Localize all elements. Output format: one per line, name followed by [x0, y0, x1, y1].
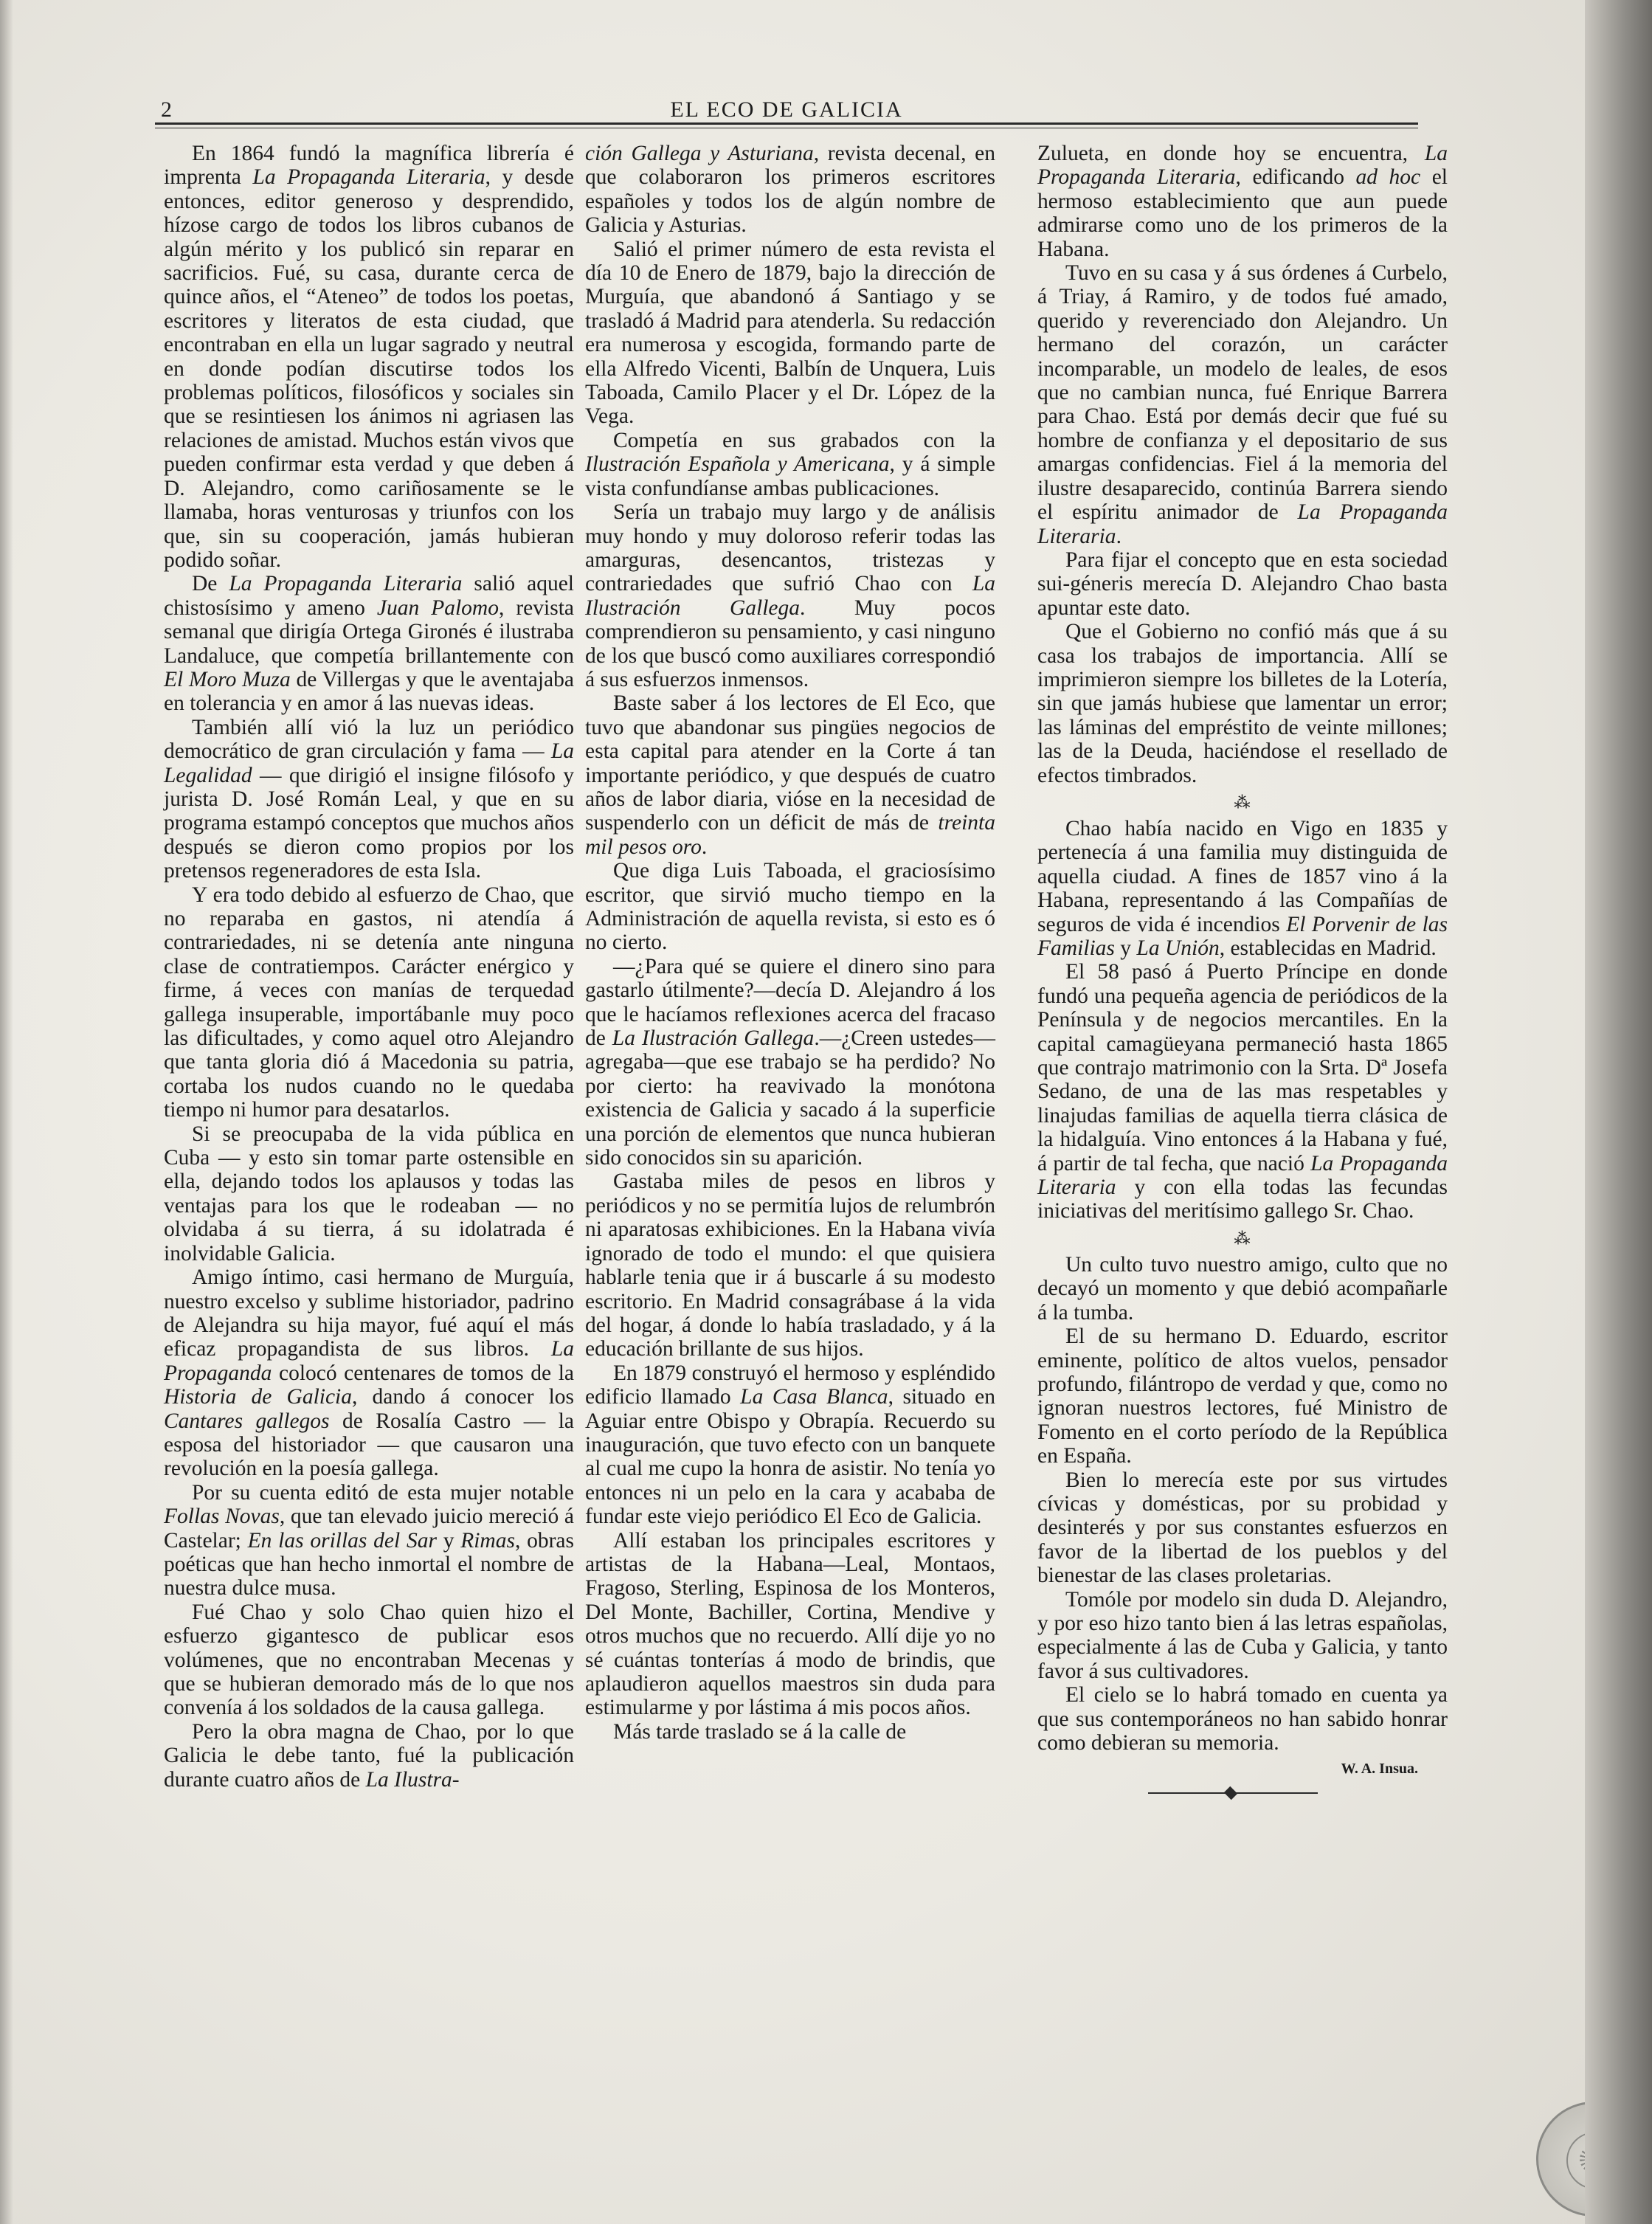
author-signature: W. A. Insua. [1341, 1761, 1418, 1778]
paragraph: Competía en sus grabados con la Ilustración Española y Americana, y á simple vista confundíanse ambas publicaciones. [585, 428, 995, 500]
paragraph: Baste saber á los lectores de El Eco, que tuvo que abandonar sus pingües negocios de esta capital para atender en la Corte á tan importante periódico, y que después de cuatro años de labor diaria, vióse en la necesidad de suspenderlo con un déficit de más de treinta mil pesos oro. [585, 691, 995, 859]
paragraph: Un culto tuvo nuestro amigo, culto que no decayó un momento y que debió acompañarle á la tumba. [1037, 1252, 1448, 1325]
page-shadow [0, 0, 13, 2224]
paragraph: Para fijar el concepto que en esta sociedad sui-géneris merecía D. Alejandro Chao basta apuntar este dato. [1037, 548, 1448, 620]
page-header [155, 94, 1418, 124]
journal-title: EL ECO DE GALICIA [670, 97, 903, 122]
paragraph: El cielo se lo habrá tomado en cuenta ya que sus contemporáneos no han sabido honrar como debieran su memoria. [1037, 1683, 1448, 1755]
paragraph: Chao había nacido en Vigo en 1835 y pertenecía á una familia muy distinguida de aquella ciudad. A fines de 1857 vino á la Habana, representando á las Compañías de seguros de vida é incendios El Porvenir de las Familias y La Unión, establecidas en Madrid. [1037, 816, 1448, 960]
text-column-1 [164, 142, 574, 1792]
page-edge [1585, 0, 1652, 2224]
column-3-section-1 [1037, 142, 1448, 787]
paragraph: Y era todo debido al esfuerzo de Chao, que no reparaba en gastos, ni atendía á contrariedades, ni se detenía ante ninguna clase de contratiempos. Carácter enérgico y firme, á veces con manías de terquedad gallega insuperable, importábanle muy poco las dificultades, y como aquel otro Alejandro que tanta gloria dió á Macedonia su patria, cortaba los nudos cuando no le quedaba tiempo ni humor para desatarlos. [164, 883, 574, 1122]
header-rule-thick [155, 122, 1418, 125]
paragraph: Allí estaban los principales escritores y artistas de la Habana—Leal, Montaos, Fragoso, Sterling, Espinosa de los Monteros, Del Monte, Bachiller, Cortina, Mendive y otros muchos que no recuerdo. Allí dije yo no sé cuántas tonterías á modo de brindis, que aplaudieron aquellos maestros sin duda para estimularme y por lástima á mis pocos años. [585, 1528, 995, 1720]
paragraph: Por su cuenta editó de esta mujer notable Follas Novas, que tan elevado juicio mereció á Castelar; En las orillas del Sar y Rimas, obras poéticas que han hecho inmortal el nombre de nuestra dulce musa. [164, 1480, 575, 1600]
paragraph: Tomóle por modelo sin duda D. Alejandro, y por eso hizo tanto bien á las letras españolas, especialmente á las de Cuba y Galicia, y tanto favor á sus cultivadores. [1037, 1587, 1448, 1683]
paragraph: También allí vió la luz un periódico democrático de gran circulación y fama — La Legalidad — que dirigió el insigne filósofo y jurista D. José Román Leal, y que en su programa estampó conceptos que muchos años después se dieron como propios por los pretensos regeneradores de esta Isla. [164, 715, 574, 883]
ornament-diamond [1224, 1786, 1237, 1800]
paragraph: En 1879 construyó el hermoso y espléndido edificio llamado La Casa Blanca, situado en Aguiar entre Obispo y Obrapía. Recuerdo su inauguración, que tuvo efecto con un banquete al cual me cupo la honra de asistir. No tenía yo entonces ni un pelo en la cara y acababa de fundar este viejo periódico El Eco de Galicia. [585, 1361, 996, 1529]
paragraph: Si se preocupaba de la vida pública en Cuba — y esto sin tomar parte ostensible en ella, dejando todos los aplausos y todas las ventajas para los que le rodeaban — no olvidaba á su tierra, á su idolatrada é inolvidable Galicia. [164, 1122, 574, 1265]
paragraph: —¿Para qué se quiere el dinero sino para gastarlo útilmente?—decía D. Alejandro á los que le hacíamos reflexiones acerca del fracaso de La Ilustración Gallega.—¿Creen ustedes—agregaba—que ese trabajo se ha perdido? No por cierto: ha reavivado la monótona existencia de Galicia y sacado á la superficie una porción de elementos que nunca hubieran sido conocidos sin su aparición. [585, 954, 995, 1170]
paragraph: Salió el primer número de esta revista el día 10 de Enero de 1879, bajo la dirección de Murguía, que abandonó á Santiago y se trasladó á Madrid para atenderla. Su redacción era numerosa y escogida, formando parte de ella Alfredo Vicenti, Balbín de Unquera, Luis Taboada, Camilo Placer y el Dr. López de la Vega. [585, 237, 995, 429]
paragraph: El 58 pasó á Puerto Príncipe en donde fundó una pequeña agencia de periódicos de la Península y de negocios mercantiles. En la capital camagüeyana permaneció hasta 1865 que contrajo matrimonio con la Srta. Dª Josefa Sedano, de una de las mas respetables y linajudas familias de aquella tierra clásica de la hidalguía. Vino entonces á la Habana y fué, á partir de tal fecha, que nació La Propaganda Literaria y con ella todas las fecundas iniciativas del meritísimo gallego Sr. Chao. [1037, 960, 1448, 1223]
paragraph: Gastaba miles de pesos en libros y periódicos y no se permitía lujos de relumbrón ni aparatosas exhibiciones. En la Habana vivía ignorado de todo el mundo: el que quisiera hablarle tenia que ir á buscarle á su modesto escritorio. En Madrid consagrábase á la vida del hogar, á donde lo había trasladado, y á la educación brillante de sus hijos. [585, 1170, 995, 1361]
paragraph: Pero la obra magna de Chao, por lo que Galicia le debe tanto, fué la publicación durante cuatro años de La Ilustra- [164, 1719, 574, 1792]
text-column-2 [585, 142, 995, 1744]
paragraph: De La Propaganda Literaria salió aquel chistosísimo y ameno Juan Palomo, revista semanal que dirigía Ortega Gironés é ilustraba Landaluce, que competía brillantemente con El Moro Muza de Villergas y que le aventajaba en tolerancia y en amor á las nuevas ideas. [164, 572, 574, 716]
paragraph: Bien lo merecía este por sus virtudes cívicas y domésticas, por su probidad y desinterés y por sus constantes esfuerzos en favor de la libertad de los pueblos y del bienestar de las clases proletarias. [1037, 1468, 1448, 1588]
paragraph: Que el Gobierno no confió más que á su casa los trabajos de importancia. Allí se imprimieron siempre los billetes de la Lotería, sin que jamás hubiese que lamentar un error; las láminas del empréstito de veinte millones; las de la Deuda, haciéndose el resellado de efectos timbrados. [1037, 620, 1448, 787]
column-3-section-3 [1037, 1253, 1448, 1755]
paragraph: Que diga Luis Taboada, el graciosísimo escritor, que sirvió mucho tiempo en la Administración de aquella revista, si esto es ó no cierto. [585, 859, 995, 955]
paragraph: Zulueta, en donde hoy se encuentra, La Propaganda Literaria, edificando ad hoc el hermoso establecimiento que aun puede admirarse como uno de los primeros de la Habana. [1037, 142, 1448, 261]
paragraph: Sería un trabajo muy largo y de análisis muy hondo y muy doloroso referir todas las amarguras, desencantos, tristezas y contrariedades que sufrió Chao con La Ilustración Gallega. Muy pocos comprendieron su pensamiento, y casi ninguno de los que buscó como auxiliares correspondió á sus esfuerzos inmensos. [585, 500, 995, 691]
closing-ornament [1037, 1784, 1448, 1802]
paragraph: Fué Chao y solo Chao quien hizo el esfuerzo gigantesco de publicar esos volúmenes, que no encontraban Mecenas y que se hubieran demorado más de lo que nos convenía á los soldados de la causa gallega. [164, 1600, 574, 1720]
text-column-3 [1037, 142, 1448, 1802]
section-asterism: ⁂ [1234, 1229, 1251, 1248]
paragraph: Tuvo en su casa y á sus órdenes á Curbelo, á Triay, á Ramiro, y de todos fué amado, querido y reverenciado don Alejandro. Un hermano del corazón, un carácter incomparable, un modelo de leales, de esos que no cambian nunca, fué Enrique Barrera para Chao. Está por demás decir que fué su hombre de confianza y el depositario de sus amargas confidencias. Fiel á la memoria del ilustre desaparecido, continúa Barrera siendo el espíritu animador de La Propaganda Literaria. [1037, 261, 1448, 548]
column-3-section-2 [1037, 817, 1448, 1223]
paragraph: En 1864 fundó la magnífica librería é imprenta La Propaganda Literaria, y desde entonces, editor generoso y desprendido, hízose cargo de todos los libros cubanos de algún mérito y los publicó sin reparar en sacrificios. Fué, su casa, durante cerca de quince años, el “Ateneo” de todos los poetas, escritores y literatos de esta ciudad, que encontraban en ella un lugar sagrado y neutral en donde podían discutirse todos los problemas políticos, filosóficos y sociales sin que se resintiesen los ánimos ni agriasen las relaciones de amistad. Muchos están vivos que pueden confirmar esta verdad y que deben á D. Alejandro, como cariñosamente se le llamaba, horas venturosas y triunfos con los que, sin su cooperación, jamás hubieran podido soñar. [164, 142, 574, 572]
paragraph: El de su hermano D. Eduardo, escritor eminente, político de altos vuelos, pensador profundo, filántropo de verdad y que, como no ignoran nuestros lectores, fué Ministro de Fomento en el corto período de la República en España. [1037, 1325, 1448, 1468]
paragraph: ción Gallega y Asturiana, revista decenal, en que colaboraron los primeros escritores españoles y todos los de algún nombre de Galicia y Asturias. [585, 142, 995, 238]
paragraph: Más tarde traslado se á la calle de [613, 1719, 907, 1744]
section-asterism: ⁂ [1234, 792, 1251, 812]
paragraph: Amigo íntimo, casi hermano de Murguía, nuestro excelso y sublime historiador, padrino de Alejandra su hija mayor, fué aquí el más eficaz propagandista de sus libros. La Propaganda colocó centenares de tomos de la Historia de Galicia, dando á conocer los Cantares gallegos de Rosalía Castro — la esposa del historiador — que causaron una revolución en la poesía gallega. [164, 1265, 575, 1481]
page-number: 2 [161, 97, 172, 122]
